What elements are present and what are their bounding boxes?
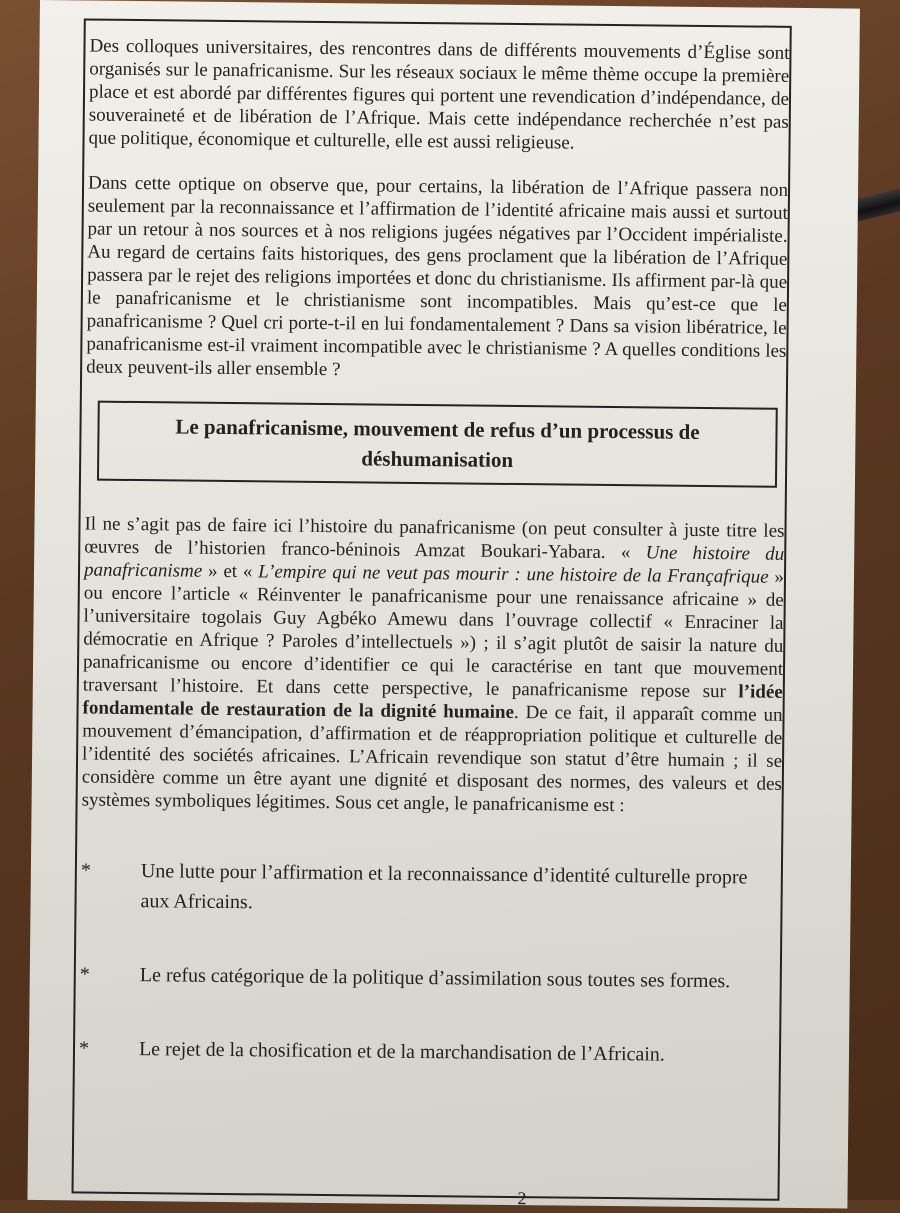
emphasis-text: l’idée fondamentale de restauration de la dignité humaine — [82, 681, 783, 724]
body-text-4: . De ce fait, il apparaît comme un mouvement d’émancipation, d’affirmation et de réappropriation politique et culturelle de l’identité des sociétés africaines. L’Africain revendique son statut d’être humain ; il se considère comme un être ayant une dignité et disposant des normes, des valeurs et des systèmes symboliques légitimes. Sous cet angle, le panafricanisme est : — [81, 702, 783, 817]
body-text-2: » et « — [202, 560, 259, 583]
bullet-list — [79, 855, 781, 1070]
list-item-text: Le rejet de la chosification et de la marchandisation de l’Africain. — [138, 1038, 665, 1066]
intro-paragraph: Des colloques universitaires, des rencontres dans de différents mouvements d’Église sont organisés sur le panafricanisme. Sur les réseaux sociaux le même thème occupe la première place et est abordé par différentes figures qui portent une revendication d’indépendance, de souveraineté et de libération de l’Afrique. Mais cette indépendance recherchée n’est pas que politique, économique et culturelle, elle est aussi religieuse. — [88, 35, 790, 154]
list-item-text: Le refus catégorique de la politique d’assimilation sous toutes ses formes. — [139, 964, 731, 993]
list-item — [79, 1033, 779, 1070]
book-title-2: L’empire qui ne veut pas mourir : une histoire de la Françafrique — [258, 561, 769, 588]
section-heading: Le panafricanisme, mouvement de refus d’un processus de déshumanisation — [97, 401, 778, 488]
asterisk-icon: * — [80, 859, 92, 882]
asterisk-icon: * — [78, 1037, 90, 1060]
body-text-3: » ou encore l’article « Réinventer le panafricanisme pour une renaissance africaine » de l’universitaire togolais Guy Agbéko Amewu dans l’ouvrage collectif « Enraciner la démocratie en Afrique ? Paroles d’intellectuels ») ; il s’agit plutôt de saisir la nature du panafricanisme ou encore d’identifier ce qui le caractérise en tant que mouvement traversant l’histoire. Et dans cette perspective, le panafricanisme repose sur — [82, 566, 785, 703]
list-item-text: Une lutte pour l’affirmation et la reconnaissance d’identité culturelle propre aux Africains. — [140, 860, 748, 914]
page-content — [78, 35, 789, 1115]
asterisk-icon: * — [79, 963, 90, 986]
page-number: 2 — [517, 1188, 527, 1209]
body-text-1: Il ne s’agit pas de faire ici l’histoire du panafricanisme (on peut consulter à juste titre les œuvres de l’historien franco-béninois Amzat Boukari-Yabara. « — [84, 513, 785, 564]
list-item — [80, 855, 781, 922]
book-title-1: Une histoire du panafricanisme — [83, 542, 785, 582]
list-item — [80, 959, 780, 996]
body-paragraph — [82, 512, 785, 818]
question-paragraph: Dans cette optique on observe que, pour certains, la libération de l’Afrique passera non seulement par la reconnaissance et l’affirmation de l’identité africaine mais aussi et surtout par un retour à nos sources et à nos religions jugées négatives par l’Occident impérialiste. Au regard de certains faits historiques, des gens proclament que la libération de l’Afrique passera par le rejet des religions importées et donc du christianisme. Ils affirment par-là que le panafricanisme et le christianisme sont incompatibles. Mais qu’est-ce que le panafricanisme ? Quel cri porte-t-il en lui fondamentalement ? Dans sa vision libératrice, le panafricanisme est-il vraiment incompatible avec le christianisme ? A quelles conditions les deux peuvent-ils aller ensemble ? — [86, 172, 789, 381]
document-page — [27, 0, 860, 1209]
